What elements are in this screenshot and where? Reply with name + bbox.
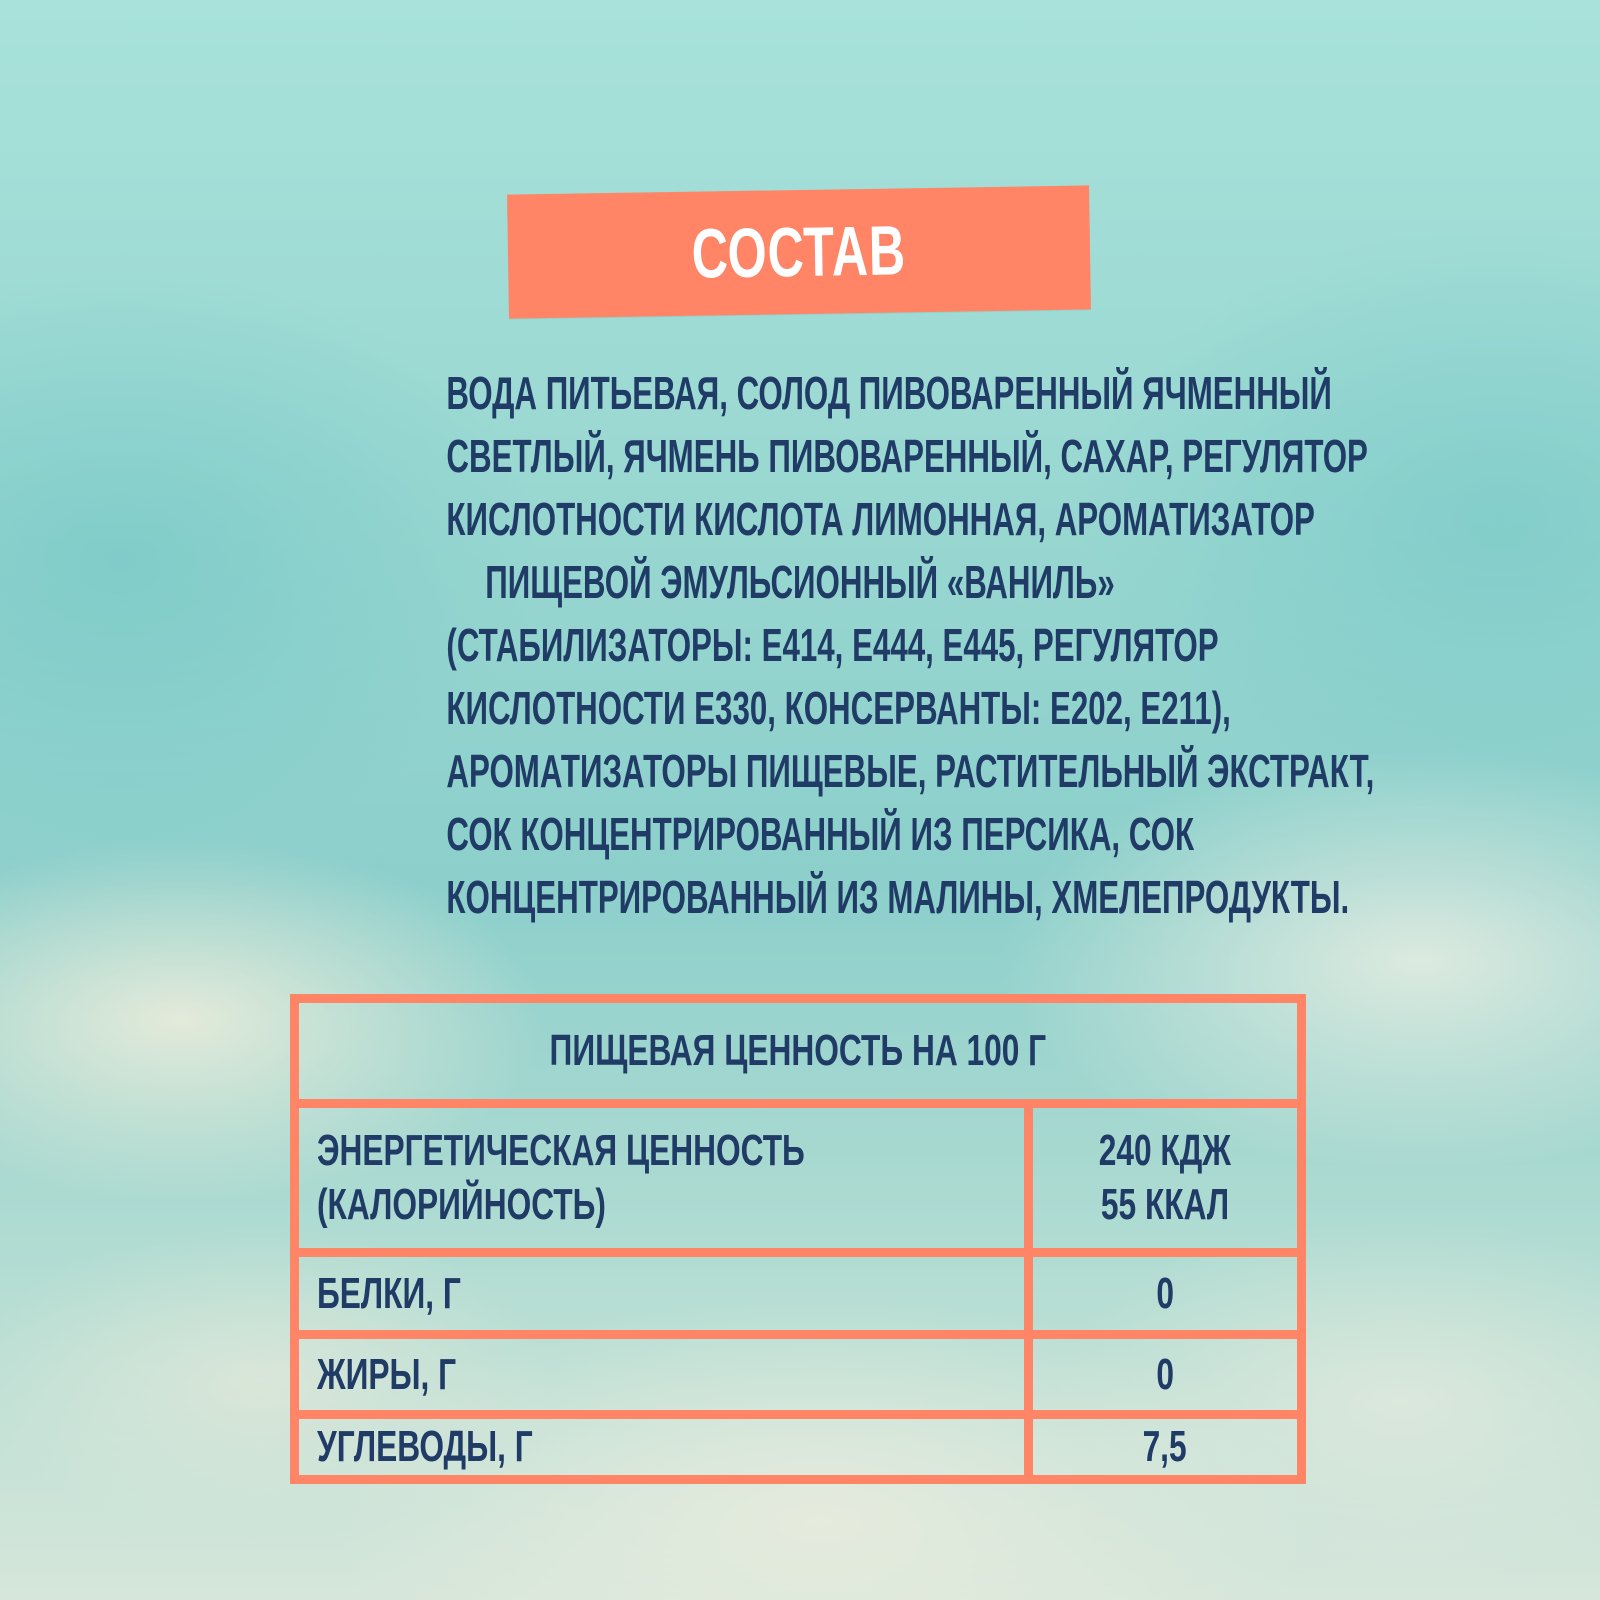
- row-value: [1033, 1108, 1297, 1248]
- row-value-line: 240 КДЖ: [1098, 1126, 1232, 1175]
- ingredients-line: КИСЛОТНОСТИ КИСЛОТА ЛИМОННАЯ, АРОМАТИЗАТОР: [446, 493, 1315, 545]
- ingredients-line: КИСЛОТНОСТИ Е330, КОНСЕРВАНТЫ: Е202, Е211),: [446, 682, 1231, 734]
- row-label-line: ЖИРЫ, Г: [317, 1349, 457, 1399]
- table-row-carbs: [299, 1419, 1297, 1475]
- row-label: [317, 1257, 517, 1330]
- row-label: [317, 1108, 995, 1248]
- row-value: [1033, 1339, 1297, 1410]
- row-label: [317, 1419, 617, 1475]
- row-label-line: БЕЛКИ, Г: [317, 1268, 461, 1318]
- table-row-energy: [299, 1108, 1297, 1257]
- nutrition-table-header: [299, 1003, 1297, 1108]
- column-divider: [1024, 1108, 1033, 1475]
- row-label-line: УГЛЕВОДЫ, Г: [317, 1422, 533, 1471]
- title-banner: [507, 185, 1091, 318]
- row-value: [1033, 1419, 1297, 1475]
- row-label-line: (КАЛОРИЙНОСТЬ): [317, 1180, 606, 1229]
- ingredients-text: [280, 362, 1375, 929]
- ingredients-line: КОНЦЕНТРИРОВАННЫЙ ИЗ МАЛИНЫ, ХМЕЛЕПРОДУКТЫ.: [446, 871, 1350, 923]
- ingredients-line: СОК КОНЦЕНТРИРОВАННЫЙ ИЗ ПЕРСИКА, СОК: [446, 808, 1195, 860]
- table-row-fat: [299, 1339, 1297, 1419]
- table-row-protein: [299, 1257, 1297, 1339]
- row-value-line: 0: [1156, 1349, 1174, 1399]
- row-label: [317, 1339, 510, 1410]
- row-label-line: ЭНЕРГЕТИЧЕСКАЯ ЦЕННОСТЬ: [317, 1126, 805, 1175]
- nutrition-header-text: ПИЩЕВАЯ ЦЕННОСТЬ НА 100 Г: [549, 1026, 1047, 1075]
- page-title: СОСТАВ: [691, 211, 907, 293]
- nutrition-table: [290, 994, 1306, 1484]
- ingredients-line: АРОМАТИЗАТОРЫ ПИЩЕВЫЕ, РАСТИТЕЛЬНЫЙ ЭКСТРАКТ,: [446, 745, 1375, 797]
- ingredients-line: СВЕТЛЫЙ, ЯЧМЕНЬ ПИВОВАРЕННЫЙ, САХАР, РЕГУЛЯТОР: [446, 430, 1368, 482]
- ingredients-line: (СТАБИЛИЗАТОРЫ: Е414, Е444, Е445, РЕГУЛЯТОР: [446, 619, 1219, 671]
- row-value: [1033, 1257, 1297, 1330]
- ingredients-line: ВОДА ПИТЬЕВАЯ, СОЛОД ПИВОВАРЕННЫЙ ЯЧМЕННЫЙ: [446, 367, 1332, 419]
- row-value-line: 55 ККАЛ: [1100, 1180, 1230, 1229]
- row-value-line: 0: [1156, 1268, 1174, 1318]
- row-value-line: 7,5: [1142, 1422, 1188, 1471]
- ingredients-line: ПИЩЕВОЙ ЭМУЛЬСИОННЫЙ «ВАНИЛЬ»: [485, 556, 1115, 608]
